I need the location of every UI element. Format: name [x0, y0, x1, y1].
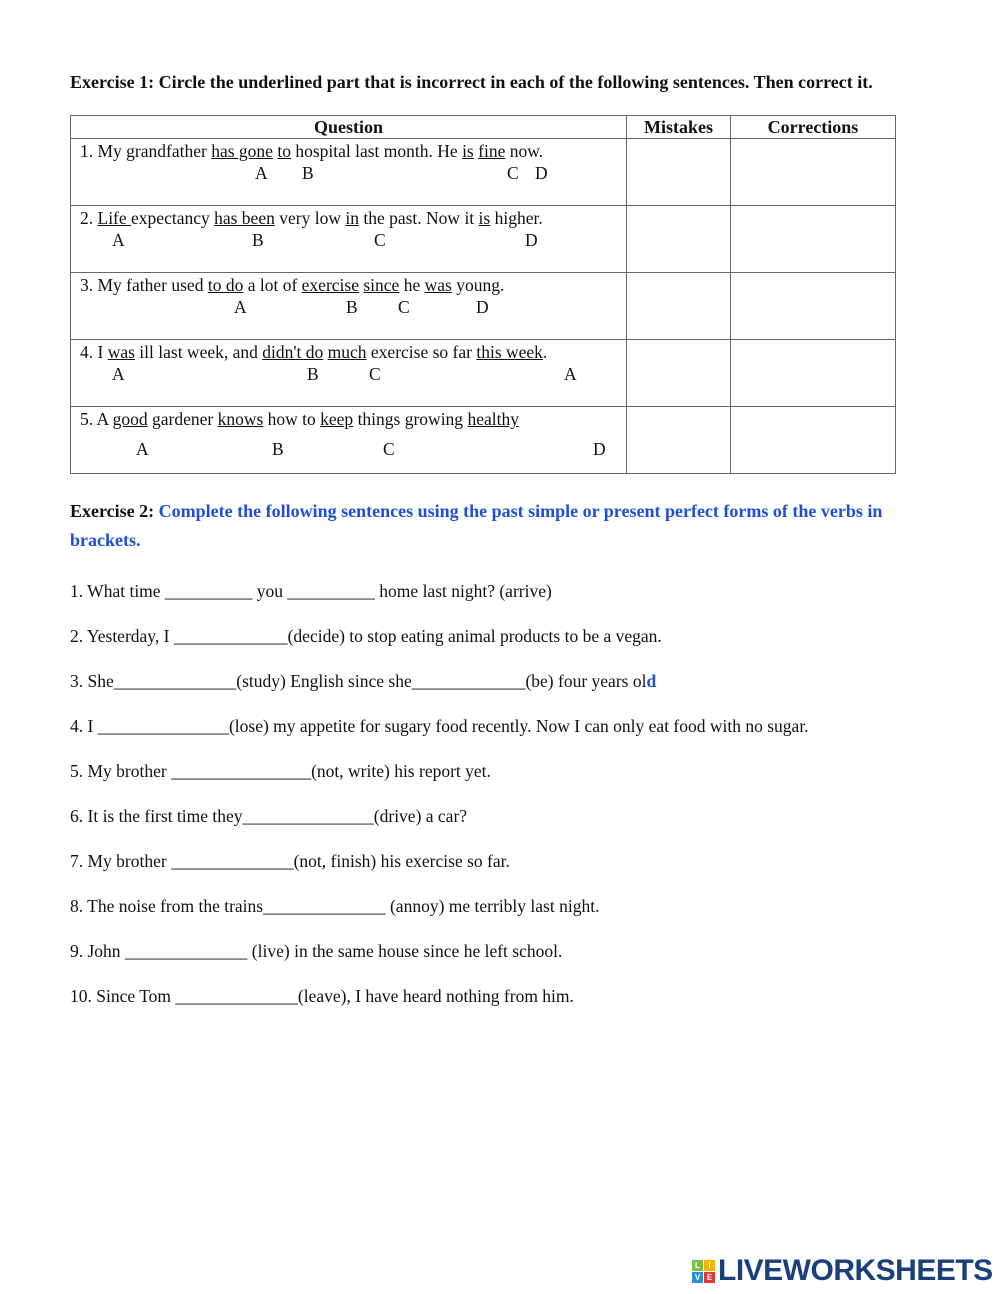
exercise-2-item[interactable] — [70, 895, 599, 917]
option-letter: B — [302, 163, 314, 183]
item-text: 3. She______________(study) English since she_____________(be) four years ol — [70, 671, 647, 691]
underlined-part: this week — [476, 342, 543, 362]
table-row — [71, 273, 896, 340]
item-text: 8. The noise from the trains______________ (annoy) me terribly last night. — [70, 896, 600, 916]
option-letter: B — [307, 364, 319, 384]
underlined-part: is — [462, 141, 474, 161]
header-question: Question — [71, 116, 627, 139]
table-row — [71, 407, 896, 474]
table-row — [71, 340, 896, 407]
option-letter: B — [346, 297, 358, 317]
option-letter: D — [535, 163, 548, 183]
underlined-part: was — [424, 275, 452, 295]
question-sentence — [80, 140, 543, 162]
question-sentence — [80, 207, 543, 229]
mistakes-cell[interactable] — [627, 139, 731, 206]
sentence-text: things growing — [353, 409, 468, 429]
underlined-part: healthy — [467, 409, 519, 429]
table-row — [71, 206, 896, 273]
sentence-text: young. — [451, 275, 505, 295]
sentence-text: 5. A — [80, 409, 113, 429]
item-text: 9. John ______________ (live) in the same house since he left school. — [70, 941, 563, 961]
mistakes-cell[interactable] — [627, 340, 731, 407]
corrections-cell[interactable] — [731, 139, 896, 206]
option-letter: A — [112, 230, 125, 250]
exercise-1-table — [70, 115, 896, 474]
underlined-part: has gone — [211, 141, 273, 161]
corrections-cell[interactable] — [731, 407, 896, 474]
underlined-part: is — [478, 208, 491, 228]
option-letter: D — [476, 297, 489, 317]
exercise-2-item[interactable] — [70, 625, 662, 647]
option-letter: B — [252, 230, 264, 250]
option-letter: C — [398, 297, 410, 317]
underlined-part: since — [363, 275, 400, 295]
underlined-part: was — [107, 342, 135, 362]
option-letter: D — [525, 230, 538, 250]
logo-text: LIVEWORKSHEETS — [718, 1254, 993, 1287]
option-letter: C — [369, 364, 381, 384]
question-sentence — [80, 408, 519, 430]
option-letter: A — [234, 297, 247, 317]
exercise-2-item[interactable] — [70, 940, 562, 962]
option-letter: C — [507, 163, 519, 183]
option-letter: A — [255, 163, 268, 183]
underlined-part: exercise — [301, 275, 359, 295]
exercise-2-label: Exercise 2: — [70, 501, 159, 521]
sentence-text: higher. — [490, 208, 543, 228]
sentence-text: the past. Now it — [358, 208, 479, 228]
sentence-text: now. — [505, 141, 544, 161]
exercise-2-title — [70, 497, 910, 555]
item-text: 7. My brother ______________(not, finish) his exercise so far. — [70, 851, 510, 871]
mistakes-cell[interactable] — [627, 407, 731, 474]
exercise-2-item[interactable] — [70, 985, 574, 1007]
item-text: 1. What time __________ you __________ home last night? (arrive) — [70, 581, 552, 601]
option-letter: D — [593, 439, 606, 459]
sentence-text: 3. My father used — [80, 275, 208, 295]
underlined-part: to — [277, 141, 291, 161]
underlined-part: didn't do — [262, 342, 324, 362]
item-text: 6. It is the first time they_______________(drive) a car? — [70, 806, 468, 826]
item-text: 2. Yesterday, I _____________(decide) to stop eating animal products to be a vegan. — [70, 626, 662, 646]
underlined-part: knows — [217, 409, 264, 429]
underlined-part: fine — [478, 141, 506, 161]
item-text-tail: d — [646, 671, 657, 691]
corrections-cell[interactable] — [731, 273, 896, 340]
underlined-part: to do — [207, 275, 244, 295]
exercise-2-item[interactable] — [70, 760, 491, 782]
sentence-text: expectancy — [131, 208, 215, 228]
sentence-text: 4. I — [80, 342, 108, 362]
mistakes-cell[interactable] — [627, 273, 731, 340]
question-cell — [71, 206, 627, 273]
sentence-text: exercise so far — [366, 342, 477, 362]
corrections-cell[interactable] — [731, 340, 896, 407]
sentence-text: 1. My grandfather — [80, 141, 212, 161]
sentence-text: he — [399, 275, 425, 295]
logo-tile: L — [692, 1260, 703, 1271]
underlined-part: keep — [320, 409, 354, 429]
header-corrections: Corrections — [731, 116, 896, 139]
exercise-2-item[interactable] — [70, 580, 552, 602]
option-letter: A — [564, 364, 577, 384]
item-text: 4. I _______________(lose) my appetite for sugary food recently. Now I can only eat food with no sugar. — [70, 716, 809, 736]
logo-tile: I — [704, 1260, 715, 1271]
exercise-1-title: Exercise 1: Circle the underlined part that is incorrect in each of the following sentences. Then correct it. — [70, 72, 873, 92]
underlined-part: in — [345, 208, 359, 228]
option-letter: A — [136, 439, 149, 459]
question-cell — [71, 273, 627, 340]
logo-tiles-icon — [692, 1260, 715, 1283]
item-text: 5. My brother ________________(not, write) his report yet. — [70, 761, 491, 781]
question-sentence — [80, 274, 504, 296]
item-text: 10. Since Tom ______________(leave), I have heard nothing from him. — [70, 986, 574, 1006]
question-cell — [71, 340, 627, 407]
sentence-text: very low — [274, 208, 346, 228]
question-cell — [71, 139, 627, 206]
liveworksheets-logo — [692, 1254, 993, 1288]
sentence-text: . — [542, 342, 548, 362]
exercise-2-item[interactable] — [70, 850, 510, 872]
exercise-2-instruction: Complete the following sentences using the past simple or present perfect forms of the verbs in brackets. — [70, 501, 883, 550]
sentence-text: a lot of — [243, 275, 302, 295]
underlined-part: Life — [97, 208, 132, 228]
sentence-text: 2. — [80, 208, 98, 228]
question-cell — [71, 407, 627, 474]
option-letter: B — [272, 439, 284, 459]
header-mistakes: Mistakes — [627, 116, 731, 139]
underlined-part: much — [327, 342, 367, 362]
sentence-text: gardener — [147, 409, 218, 429]
table-row — [71, 139, 896, 206]
question-sentence — [80, 341, 547, 363]
mistakes-cell[interactable] — [627, 206, 731, 273]
corrections-cell[interactable] — [731, 206, 896, 273]
logo-tile: E — [704, 1272, 715, 1283]
underlined-part: has been — [214, 208, 275, 228]
option-letter: C — [374, 230, 386, 250]
exercise-2-item[interactable] — [70, 715, 809, 737]
logo-tile: V — [692, 1272, 703, 1283]
exercise-2-item[interactable] — [70, 670, 656, 692]
sentence-text: ill last week, and — [134, 342, 263, 362]
sentence-text: hospital last month. He — [290, 141, 463, 161]
option-letter: C — [383, 439, 395, 459]
exercise-2-item[interactable] — [70, 805, 467, 827]
sentence-text: how to — [263, 409, 321, 429]
underlined-part: good — [112, 409, 148, 429]
option-letter: A — [112, 364, 125, 384]
